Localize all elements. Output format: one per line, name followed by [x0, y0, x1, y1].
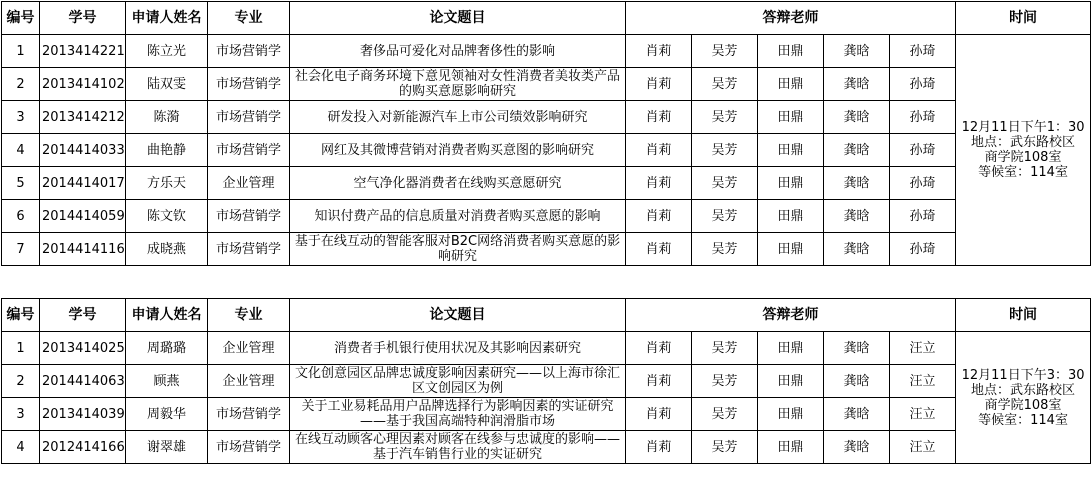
header-time: 时间 [956, 299, 1091, 332]
row-teacher: 肖莉 [626, 167, 692, 200]
row-teacher: 肖莉 [626, 101, 692, 134]
header-teachers: 答辩老师 [626, 2, 956, 35]
row-teacher: 汪立 [890, 332, 956, 365]
row-name: 陈立光 [126, 35, 208, 68]
row-teacher: 田鼎 [758, 134, 824, 167]
row-major: 市场营销学 [208, 398, 290, 431]
row-name: 周璐璐 [126, 332, 208, 365]
row-teacher: 龚晗 [824, 431, 890, 464]
row-student-id: 2013414102 [40, 68, 126, 101]
row-teacher: 孙琦 [890, 134, 956, 167]
table-row [2, 68, 1091, 101]
row-student-id: 2013414039 [40, 398, 126, 431]
row-teacher: 孙琦 [890, 35, 956, 68]
row-teacher: 孙琦 [890, 233, 956, 266]
row-major: 市场营销学 [208, 431, 290, 464]
time-line: 地点：武东路校区 [971, 135, 1076, 150]
row-teacher: 龚晗 [824, 167, 890, 200]
row-title: 奢侈品可爱化对品牌奢侈性的影响 [290, 35, 626, 68]
header-no: 编号 [2, 2, 40, 35]
row-no: 3 [2, 398, 40, 431]
row-teacher: 龚晗 [824, 332, 890, 365]
row-teacher: 田鼎 [758, 68, 824, 101]
table-row [2, 200, 1091, 233]
row-title: 在线互动顾客心理因素对顾客在线参与忠诚度的影响——基于汽车销售行业的实证研究 [290, 431, 626, 464]
row-teacher: 肖莉 [626, 431, 692, 464]
table-row [2, 101, 1091, 134]
row-student-id: 2012414166 [40, 431, 126, 464]
row-major: 市场营销学 [208, 68, 290, 101]
row-major: 市场营销学 [208, 134, 290, 167]
row-teacher: 龚晗 [824, 134, 890, 167]
table-row [2, 365, 1091, 398]
row-teacher: 吴芳 [692, 233, 758, 266]
row-student-id: 2014414033 [40, 134, 126, 167]
row-teacher: 肖莉 [626, 68, 692, 101]
row-teacher: 龚晗 [824, 101, 890, 134]
row-teacher: 肖莉 [626, 332, 692, 365]
row-name: 谢翠雄 [126, 431, 208, 464]
row-name: 陆双雯 [126, 68, 208, 101]
row-title: 社会化电子商务环境下意见领袖对女性消费者美妆类产品的购买意愿影响研究 [290, 68, 626, 101]
row-name: 方乐天 [126, 167, 208, 200]
row-no: 5 [2, 167, 40, 200]
table-2-body [2, 332, 1091, 464]
header-no: 编号 [2, 299, 40, 332]
row-name: 陈漪 [126, 101, 208, 134]
row-teacher: 龚晗 [824, 200, 890, 233]
table-row [2, 167, 1091, 200]
table-row [2, 35, 1091, 68]
row-no: 4 [2, 134, 40, 167]
row-teacher: 肖莉 [626, 398, 692, 431]
time-line: 商学院108室 [984, 150, 1062, 165]
row-teacher: 田鼎 [758, 332, 824, 365]
header-title: 论文题目 [290, 299, 626, 332]
row-teacher: 吴芳 [692, 365, 758, 398]
schedule-table-2 [1, 298, 1091, 464]
row-teacher: 田鼎 [758, 365, 824, 398]
row-teacher: 田鼎 [758, 200, 824, 233]
row-major: 市场营销学 [208, 35, 290, 68]
row-teacher: 吴芳 [692, 101, 758, 134]
table-row [2, 134, 1091, 167]
row-teacher: 田鼎 [758, 233, 824, 266]
row-no: 1 [2, 332, 40, 365]
row-teacher: 田鼎 [758, 101, 824, 134]
header-major: 专业 [208, 299, 290, 332]
row-teacher: 吴芳 [692, 167, 758, 200]
row-teacher: 龚晗 [824, 233, 890, 266]
row-major: 市场营销学 [208, 101, 290, 134]
row-teacher: 肖莉 [626, 35, 692, 68]
row-student-id: 2014414063 [40, 365, 126, 398]
header-student-id: 学号 [40, 2, 126, 35]
row-teacher: 肖莉 [626, 233, 692, 266]
row-teacher: 汪立 [890, 365, 956, 398]
header-name: 申请人姓名 [126, 299, 208, 332]
row-title: 基于在线互动的智能客服对B2C网络消费者购买意愿的影响研究 [290, 233, 626, 266]
row-teacher: 田鼎 [758, 167, 824, 200]
row-teacher: 吴芳 [692, 68, 758, 101]
time-line: 地点：武东路校区 [971, 382, 1076, 398]
header-name: 申请人姓名 [126, 2, 208, 35]
row-teacher: 孙琦 [890, 68, 956, 101]
row-teacher: 龚晗 [824, 35, 890, 68]
row-teacher: 汪立 [890, 398, 956, 431]
row-teacher: 田鼎 [758, 431, 824, 464]
row-teacher: 孙琦 [890, 200, 956, 233]
row-teacher: 吴芳 [692, 200, 758, 233]
time-line: 12月11日下午1：30 [961, 120, 1085, 135]
row-student-id: 2014414116 [40, 233, 126, 266]
row-teacher: 田鼎 [758, 398, 824, 431]
row-teacher: 龚晗 [824, 398, 890, 431]
time-line: 等候室：114室 [978, 165, 1068, 180]
row-teacher: 吴芳 [692, 35, 758, 68]
row-title: 研发投入对新能源汽车上市公司绩效影响研究 [290, 101, 626, 134]
row-name: 陈文钦 [126, 200, 208, 233]
row-no: 4 [2, 431, 40, 464]
header-row [2, 299, 1091, 332]
time-line: 商学院108室 [984, 397, 1062, 413]
row-no: 2 [2, 68, 40, 101]
time-location-cell [956, 35, 1091, 266]
row-major: 企业管理 [208, 167, 290, 200]
header-title: 论文题目 [290, 2, 626, 35]
row-no: 3 [2, 101, 40, 134]
row-teacher: 田鼎 [758, 35, 824, 68]
row-title: 关于工业易耗品用户品牌选择行为影响因素的实证研究——基于我国高端特种润滑脂市场 [290, 398, 626, 431]
row-name: 周毅华 [126, 398, 208, 431]
row-major: 市场营销学 [208, 200, 290, 233]
row-name: 成晓燕 [126, 233, 208, 266]
row-student-id: 2014414017 [40, 167, 126, 200]
row-no: 2 [2, 365, 40, 398]
row-major: 企业管理 [208, 332, 290, 365]
row-title: 文化创意园区品牌忠诚度影响因素研究——以上海市徐汇区文创园区为例 [290, 365, 626, 398]
schedule-table-1 [1, 1, 1091, 266]
table-row [2, 398, 1091, 431]
header-teachers: 答辩老师 [626, 299, 956, 332]
header-student-id: 学号 [40, 299, 126, 332]
row-name: 曲艳静 [126, 134, 208, 167]
table-row [2, 332, 1091, 365]
row-teacher: 孙琦 [890, 167, 956, 200]
row-teacher: 龚晗 [824, 68, 890, 101]
row-teacher: 吴芳 [692, 134, 758, 167]
row-title: 网红及其微博营销对消费者购买意图的影响研究 [290, 134, 626, 167]
time-line: 等候室：114室 [978, 412, 1068, 428]
row-major: 企业管理 [208, 365, 290, 398]
header-major: 专业 [208, 2, 290, 35]
row-title: 空气净化器消费者在线购买意愿研究 [290, 167, 626, 200]
row-teacher: 龚晗 [824, 365, 890, 398]
row-major: 市场营销学 [208, 233, 290, 266]
row-no: 6 [2, 200, 40, 233]
table-row [2, 233, 1091, 266]
table-1-body [2, 35, 1091, 266]
time-location-cell [956, 332, 1091, 464]
row-student-id: 2013414221 [40, 35, 126, 68]
row-student-id: 2014414059 [40, 200, 126, 233]
row-student-id: 2013414025 [40, 332, 126, 365]
row-teacher: 孙琦 [890, 101, 956, 134]
header-row [2, 2, 1091, 35]
row-teacher: 肖莉 [626, 134, 692, 167]
row-no: 7 [2, 233, 40, 266]
row-teacher: 肖莉 [626, 365, 692, 398]
header-time: 时间 [956, 2, 1091, 35]
row-teacher: 吴芳 [692, 398, 758, 431]
row-teacher: 吴芳 [692, 332, 758, 365]
row-title: 消费者手机银行使用状况及其影响因素研究 [290, 332, 626, 365]
row-name: 顾燕 [126, 365, 208, 398]
row-teacher: 肖莉 [626, 200, 692, 233]
row-title: 知识付费产品的信息质量对消费者购买意愿的影响 [290, 200, 626, 233]
row-no: 1 [2, 35, 40, 68]
row-teacher: 吴芳 [692, 431, 758, 464]
time-line: 12月11日下午3：30 [961, 367, 1085, 383]
row-teacher: 汪立 [890, 431, 956, 464]
row-student-id: 2013414212 [40, 101, 126, 134]
table-row [2, 431, 1091, 464]
